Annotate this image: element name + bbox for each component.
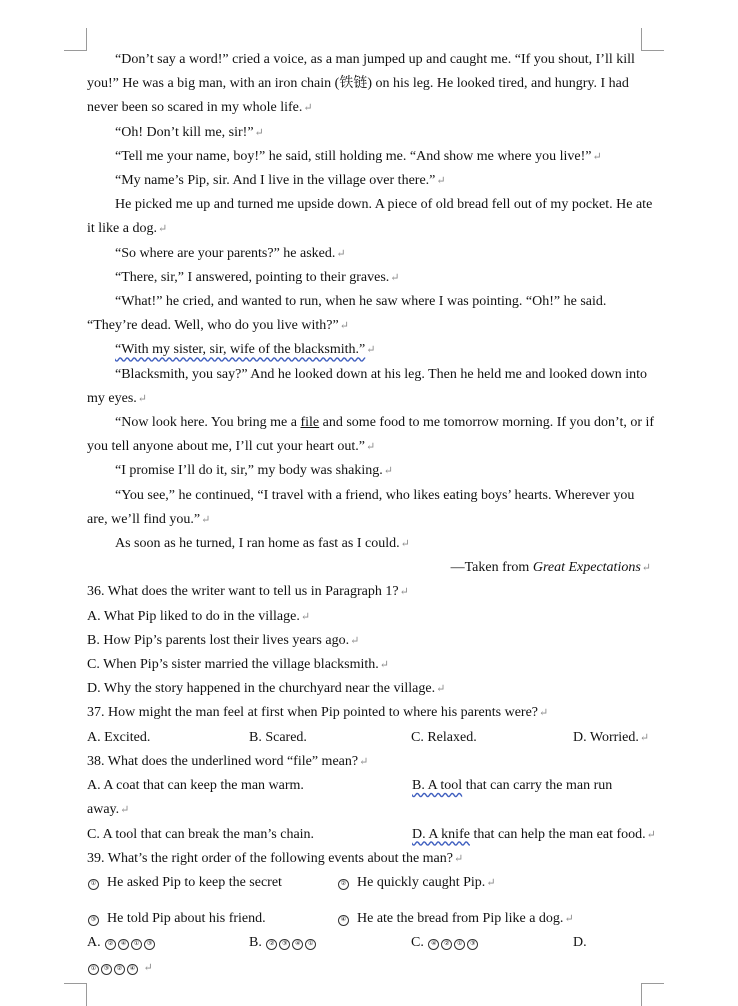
question-38-option-b-continued: away.↵ — [87, 802, 130, 818]
question-37-options — [87, 726, 657, 750]
event-2-number: ② — [338, 879, 349, 890]
question-36-option-b: B. How Pip’s parents lost their lives years ago.↵ — [87, 632, 360, 648]
question-39-option-c: C. ④ ② ① ③ — [411, 931, 573, 955]
story-paragraph-5: He picked me up and turned me upside down. A piece of old bread fell out of my pocket. He ate it like a dog.↵ — [87, 197, 653, 237]
question-39: 39. What’s the right order of the following events about the man?↵ — [87, 850, 464, 866]
question-39-events-row-1 — [87, 871, 657, 895]
story-paragraph-12: “I promise I’ll do it, sir,” my body was shaking.↵ — [115, 463, 393, 479]
event-3-number: ③ — [88, 915, 99, 926]
document-body[interactable] — [87, 48, 657, 980]
underlined-word-file: file — [300, 415, 320, 431]
question-36-option-d: D. Why the story happened in the churchyard near the village.↵ — [87, 681, 446, 697]
crop-mark-bottom-right — [641, 983, 664, 1006]
crop-mark-top-left — [64, 28, 87, 51]
event-3: ③ He told Pip about his friend. — [87, 907, 337, 931]
question-38-option-d: D. A knife that can help the man eat food.↵ — [412, 826, 656, 842]
question-37: 37. How might the man feel at first when Pip pointed to where his parents were?↵ — [87, 705, 549, 721]
story-paragraph-9: “With my sister, sir, wife of the blacksmith.”↵ — [115, 342, 376, 358]
event-4-number: ④ — [338, 915, 349, 926]
story-paragraph-13: “You see,” he continued, “I travel with a friend, who likes eating boys’ hearts. Wherever you are, we’ll find you.”↵ — [87, 487, 635, 527]
story-paragraph-11: “Now look here. You bring me a file and some food to me tomorrow morning. If you don’t, or if you tell anyone about me, I’ll cut your heart out.”↵ — [87, 415, 655, 455]
question-39-option-b: B. ② ③ ④ ① — [249, 931, 411, 955]
story-paragraph-8: “What!” he cried, and wanted to run, when he saw where I was pointing. “Oh!” he said. “They’re dead. Well, who do you live with?”↵ — [87, 294, 607, 334]
story-paragraph-7: “There, sir,” I answered, pointing to their graves.↵ — [115, 269, 400, 285]
question-37-option-a: A. Excited. — [87, 729, 151, 745]
question-39-events-row-2 — [87, 907, 657, 931]
question-39-option-a: A. ② ④ ① ③ — [87, 931, 249, 955]
question-39-options — [87, 931, 657, 955]
story-paragraph-3: “Tell me your name, boy!” he said, still holding me. “And show me where you live!”↵ — [115, 148, 602, 164]
question-38-option-a: A. A coat that can keep the man warm. — [87, 778, 304, 794]
event-4: ④ He ate the bread from Pip like a dog.↵ — [337, 907, 574, 931]
story-source: —Taken from Great Expectations↵ — [450, 560, 651, 576]
question-37-option-c: C. Relaxed. — [411, 729, 477, 745]
story-paragraph-14: As soon as he turned, I ran home as fast as I could.↵ — [115, 536, 410, 552]
event-2: ② He quickly caught Pip.↵ — [337, 871, 496, 895]
question-37-option-d: D. Worried.↵ — [573, 729, 650, 745]
question-37-option-b: B. Scared. — [249, 729, 307, 745]
event-1-number: ① — [88, 879, 99, 890]
question-39-option-d: D. — [573, 935, 587, 951]
story-paragraph-2: “Oh! Don’t kill me, sir!”↵ — [115, 124, 264, 140]
story-paragraph-6: “So where are your parents?” he asked.↵ — [115, 245, 346, 261]
question-38-options-cd — [87, 823, 657, 847]
question-38-option-b: B. A tool that can carry the man run — [412, 778, 613, 794]
crop-mark-bottom-left — [64, 983, 87, 1006]
question-36-option-c: C. When Pip’s sister married the village blacksmith.↵ — [87, 657, 389, 673]
question-39-option-d-continued: ① ③ ② ④ ↵ — [87, 956, 657, 980]
story-paragraph-1: “Don’t say a word!” cried a voice, as a man jumped up and caught me. “If you shout, I’ll kill you!” He was a big man, with an iron chain (铁链) on his leg. He looked tired, and hungry. I had never been so scared in my whole life.↵ — [87, 52, 635, 116]
story-paragraph-10: “Blacksmith, you say?” And he looked down at his leg. Then he held me and looked down into my eyes.↵ — [87, 366, 648, 406]
question-36-option-a: A. What Pip liked to do in the village.↵ — [87, 608, 311, 624]
question-38-option-c: C. A tool that can break the man’s chain. — [87, 826, 315, 842]
question-36: 36. What does the writer want to tell us in Paragraph 1?↵ — [87, 584, 409, 600]
story-paragraph-4: “My name’s Pip, sir. And I live in the village over there.”↵ — [115, 173, 446, 189]
event-1: ① He asked Pip to keep the secret — [87, 871, 337, 895]
question-38: 38. What does the underlined word “file” mean?↵ — [87, 753, 369, 769]
question-38-options-ab — [87, 774, 657, 798]
